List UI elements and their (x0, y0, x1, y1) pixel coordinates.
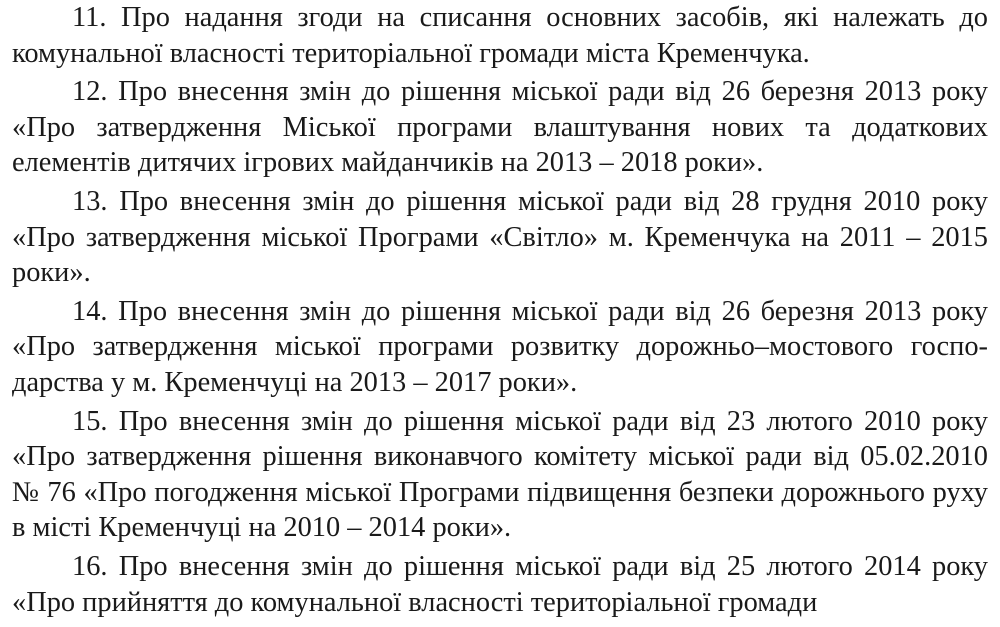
agenda-item-14: 14. Про внесення змін до рішення міської ради від 26 березня 2013 року «Про затвердження міської програми розвитку дорожньо–мостового госпо-дарства у м. Кременчуці на 2013 – 2017 роки». (12, 295, 988, 398)
agenda-item-13: 13. Про внесення змін до рішення міської ради від 28 грудня 2010 року «Про затвердження міської Програми «Світло» м. Кременчука на 2011 – 2015 роки». (12, 185, 988, 289)
page-crop-edge (0, 618, 1000, 627)
document-body (12, 0, 988, 623)
agenda-item-16: 16. Про внесення змін до рішення міської ради від 25 лютого 2014 року «Про прийняття до комунальної власності територіальної громади (12, 550, 988, 618)
agenda-item-15: 15. Про внесення змін до рішення міської ради від 23 лютого 2010 року «Про затвердження рішення виконавчого комітету міської ради від 05.02.2010 № 76 «Про погодження міської Програми підвищення безпеки дорожнього руху в місті Кременчуці на 2010 – 2014 роки». (12, 405, 988, 544)
agenda-item-12: 12. Про внесення змін до рішення міської ради від 26 березня 2013 року «Про затвердження Міської програми влаштування нових та додаткових елементів дитячих ігрових майданчиків на 2013 – 2018 роки». (12, 76, 988, 179)
agenda-item-11: 11. Про надання згоди на списання основних засобів, які належать до комунальної власності територіальної громади міста Кременчука. (12, 2, 988, 69)
